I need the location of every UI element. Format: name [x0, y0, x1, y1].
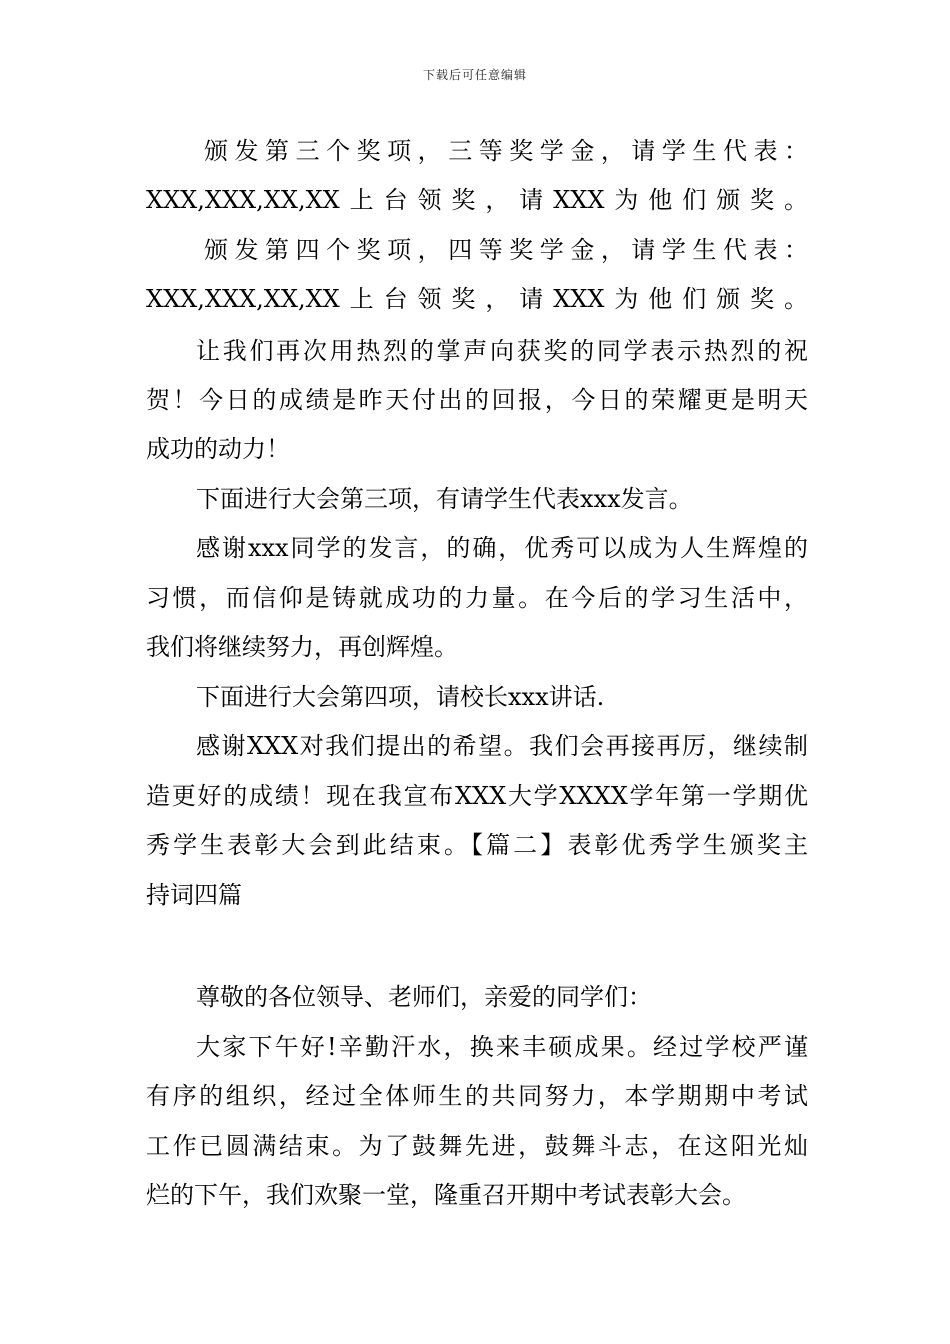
text-line: 造更好的成绩！现在我宣布XXX大学XXXX学年第一学期优: [146, 782, 808, 810]
text-line: 持词四篇: [146, 881, 242, 909]
text-line: 我们将继续努力，再创辉煌。: [146, 633, 458, 661]
text-line: 秀学生表彰大会到此结束。【篇二】表彰优秀学生颁奖主: [146, 831, 808, 859]
text-line: 习惯，而信仰是铸就成功的力量。在今后的学习生活中，: [146, 584, 808, 612]
text-line: 有序的组织，经过全体师生的共同努力，本学期期中考试: [146, 1082, 808, 1110]
text-line: 贺！今日的成绩是昨天付出的回报，今日的荣耀更是明天: [146, 386, 808, 414]
text-line: 感谢xxx同学的发言，的确，优秀可以成为人生辉煌的: [196, 534, 808, 562]
text-line: 成功的动力！: [146, 435, 290, 463]
text-line: XXX,XXX,XX,XX上台领奖，请XXX为他们颁奖。: [146, 285, 808, 313]
text-line: XXX,XXX,XX,XX上台领奖，请XXX为他们颁奖。: [146, 186, 808, 214]
text-line: 颁发第三个奖项，三等奖学金，请学生代表：: [204, 137, 808, 165]
text-line: 下面进行大会第三项，有请学生代表xxx发言。: [196, 485, 693, 513]
text-line: 下面进行大会第四项，请校长xxx讲话.: [196, 683, 605, 711]
text-line: 感谢XXX对我们提出的希望。我们会再接再厉，继续制: [196, 732, 808, 760]
text-line: 让我们再次用热烈的掌声向获奖的同学表示热烈的祝: [196, 337, 808, 365]
text-line: 尊敬的各位领导、老师们，亲爱的同学们：: [196, 983, 652, 1011]
text-line: 颁发第四个奖项，四等奖学金，请学生代表：: [204, 236, 808, 264]
text-line: 工作已圆满结束。为了鼓舞先进，鼓舞斗志，在这阳光灿: [146, 1132, 808, 1160]
header-note: 下载后可任意编辑: [422, 68, 527, 82]
text-line: 大家下午好!辛勤汗水，换来丰硕成果。经过学校严谨: [196, 1033, 808, 1061]
text-line: 烂的下午，我们欢聚一堂，隆重召开期中考试表彰大会。: [146, 1181, 746, 1209]
